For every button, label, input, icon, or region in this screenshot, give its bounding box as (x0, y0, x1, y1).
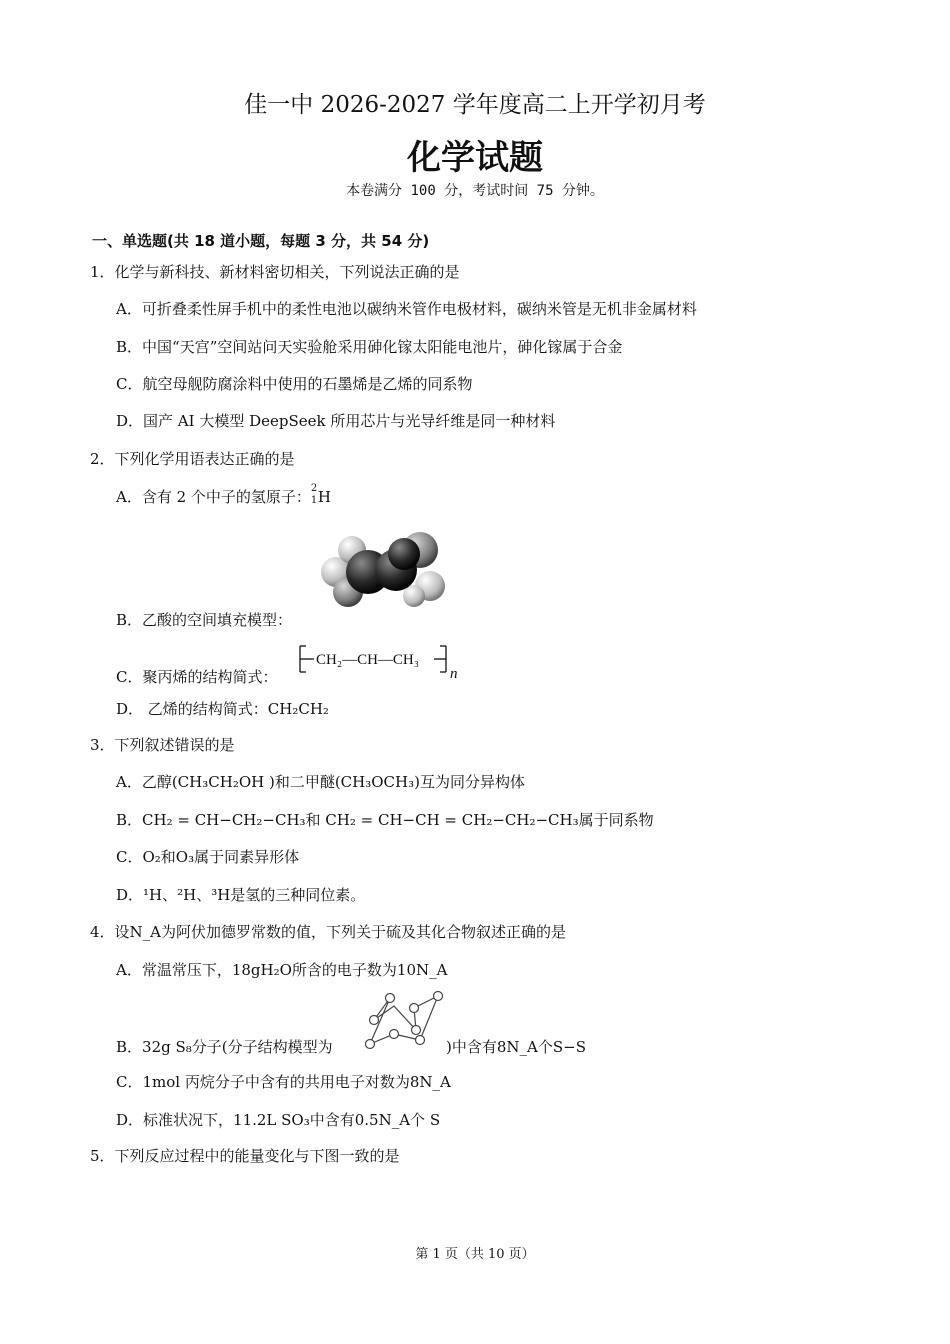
q2-option-a-text: A．含有 2 个中子的氢原子： (116, 488, 311, 506)
q2-option-b: B．乙酸的空间填充模型： (116, 611, 293, 629)
school-exam-title: 佳一中 2026-2027 学年度高二上开学初月考 (244, 92, 706, 118)
polypropylene-formula-text: CH₂—CH—CH₃ (316, 652, 419, 668)
page-footer: 第 1 页（共 10 页） (415, 1247, 535, 1262)
q1-option-d: D．国产 AI 大模型 DeepSeek 所用芯片与光导纤维是同一种材料 (116, 412, 556, 430)
q4-option-c: C．1mol 丙烷分子中含有的共用电子对数为8N_A (116, 1073, 451, 1091)
q2-option-c: C．聚丙烯的结构简式： (116, 668, 278, 686)
exam-note: 本卷满分 100 分，考试时间 75 分钟。 (346, 183, 604, 199)
polymer-degree-n: n (450, 666, 458, 682)
q3-option-b: B．CH₂ = CH−CH₂−CH₃和 CH₂ = CH−CH = CH₂−CH₂−CH₃属于同系物 (116, 811, 654, 829)
q4-option-b-left: B．32g S₈分子(分子结构模型为 (116, 1038, 333, 1056)
q1-stem: 1．化学与新科技、新材料密切相关，下列说法正确的是 (90, 263, 460, 281)
q4-option-b-right: )中含有8N_A个S−S (446, 1038, 586, 1056)
q2-option-a (116, 483, 333, 507)
q3-option-a: A．乙醇(CH₃CH₂OH )和二甲醚(CH₃OCH₃)互为同分异构体 (116, 773, 525, 791)
q3-option-d: D．¹H、²H、³H是氢的三种同位素。 (116, 886, 366, 904)
q3-option-c: C．O₂和O₃属于同素异形体 (116, 848, 300, 866)
q1-option-b: B．中国“天宫”空间站问天实验舱采用砷化镓太阳能电池片，砷化镓属于合金 (116, 338, 623, 356)
q3-stem: 3．下列叙述错误的是 (90, 736, 235, 754)
q1-option-a: A．可折叠柔性屏手机中的柔性电池以碳纳米管作电极材料，碳纳米管是无机非金属材料 (116, 300, 697, 318)
q4-option-d: D．标准状况下，11.2L SO₃中含有0.5N_A个 S (116, 1111, 441, 1129)
section-title: 一、单选题(共 18 道小题，每题 3 分，共 54 分) (92, 232, 430, 250)
q2-stem: 2．下列化学用语表达正确的是 (90, 450, 295, 468)
q1-option-c: C．航空母舰防腐涂料中使用的石墨烯是乙烯的同系物 (116, 375, 473, 393)
polypropylene-structure-formula (296, 642, 466, 684)
q4-option-a: A．常温常压下，18gH₂O所含的电子数为10N_A (116, 961, 448, 979)
q4-stem: 4．设N_A为阿伏加德罗常数的值，下列关于硫及其化合物叙述正确的是 (90, 923, 567, 941)
q5-stem: 5．下列反应过程中的能量变化与下图一致的是 (90, 1147, 400, 1165)
acetic-acid-space-filling-model (318, 528, 448, 612)
s8-molecule-ring-model (360, 990, 450, 1052)
hydrogen-nuclide-symbol: 2 1 H (310, 483, 332, 506)
subject-title: 化学试题 (407, 138, 543, 178)
q2-option-d: D． 乙烯的结构简式：CH₂CH₂ (116, 700, 329, 718)
